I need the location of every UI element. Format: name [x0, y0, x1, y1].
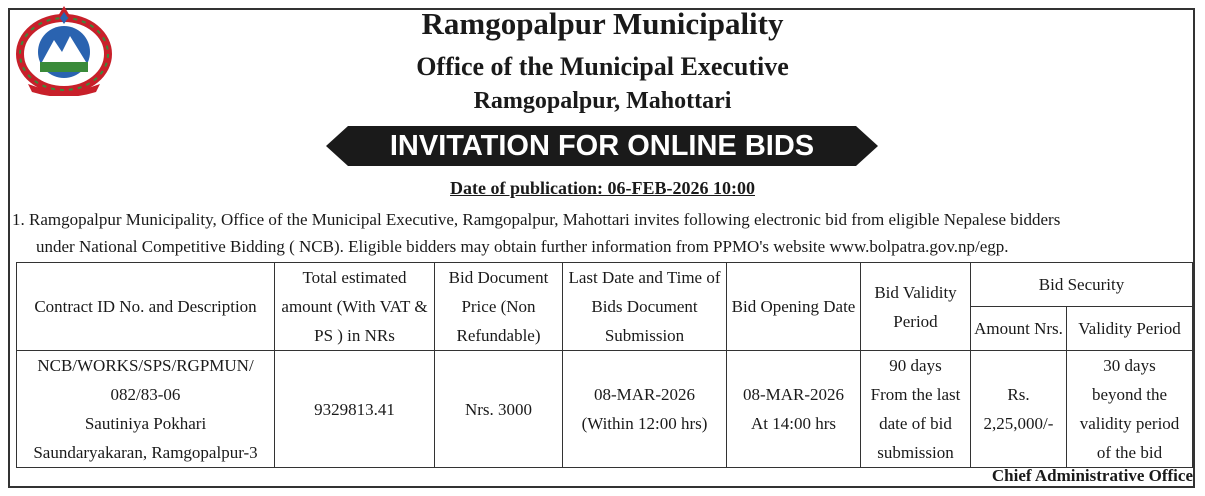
opening-date: 08-MAR-2026: [742, 385, 845, 404]
publication-date: Date of publication: 06-FEB-2026 10:00: [450, 178, 755, 198]
cell-contract: [17, 351, 275, 468]
notice-line-2: under National Competitive Bidding ( NCB). Eligible bidders may obtain further information from PPMO's website www.bolpatra.gov.np/egp.: [36, 237, 1009, 256]
cell-amount: 9329813.41: [275, 351, 435, 468]
validity-line-4: submission: [877, 443, 954, 462]
header-doc-price: Bid Document Price (Non Refundable): [435, 263, 563, 351]
sec-amount-line-1: Rs.: [1007, 385, 1030, 404]
header-security: Bid Security: [971, 263, 1193, 307]
header-opening: Bid Opening Date: [727, 263, 861, 351]
cell-sec-amount: [971, 351, 1067, 468]
sec-validity-line-3: validity period: [1079, 414, 1180, 433]
invitation-banner: [326, 126, 878, 166]
validity-line-2: From the last: [870, 385, 961, 404]
contract-id-part-2: 082/83-06: [110, 385, 181, 404]
location-title: Ramgopalpur, Mahottari: [473, 88, 732, 114]
header-sec-amount: Amount Nrs.: [971, 307, 1067, 351]
sec-amount-line-2: 2,25,000/-: [983, 414, 1054, 433]
signatory: Chief Administrative Office: [991, 466, 1193, 485]
sec-validity-line-1: 30 days: [1103, 356, 1156, 375]
header-sec-validity: Validity Period: [1067, 307, 1193, 351]
last-time: (Within 12:00 hrs): [581, 414, 708, 433]
bids-table: [16, 262, 1193, 468]
validity-line-3: date of bid: [879, 414, 952, 433]
contract-desc-part-1: Sautiniya Pokhari: [84, 414, 207, 433]
validity-line-1: 90 days: [889, 356, 942, 375]
municipality-title: Ramgopalpur Municipality: [421, 6, 784, 41]
cell-doc-price: Nrs. 3000: [435, 351, 563, 468]
header-amount: Total estimated amount (With VAT & PS ) in NRs: [275, 263, 435, 351]
cell-last-date: [563, 351, 727, 468]
banner-text: INVITATION FOR ONLINE BIDS: [389, 130, 815, 162]
contract-desc-part-2: Saundaryakaran, Ramgopalpur-3: [33, 443, 258, 462]
header-validity: Bid Validity Period: [861, 263, 971, 351]
cell-validity: [861, 351, 971, 468]
sec-validity-line-4: of the bid: [1096, 443, 1163, 462]
contract-id-part-1: NCB/WORKS/SPS/RGPMUN/: [37, 356, 254, 375]
header-contract: Contract ID No. and Description: [17, 263, 275, 351]
table-header-row: [17, 263, 1193, 307]
opening-time: At 14:00 hrs: [751, 414, 836, 433]
cell-sec-validity: [1067, 351, 1193, 468]
last-date: 08-MAR-2026: [593, 385, 696, 404]
notice-line-1: 1. Ramgopalpur Municipality, Office of the Municipal Executive, Ramgopalpur, Mahottari invites following electronic bid from eligible Nepalese bidders: [12, 210, 1061, 229]
table-row: [17, 351, 1193, 468]
notice-paragraph: [12, 206, 1197, 260]
office-title: Office of the Municipal Executive: [416, 52, 789, 81]
cell-opening: [727, 351, 861, 468]
header-last-date: Last Date and Time of Bids Document Submission: [563, 263, 727, 351]
sec-validity-line-2: beyond the: [1091, 385, 1168, 404]
